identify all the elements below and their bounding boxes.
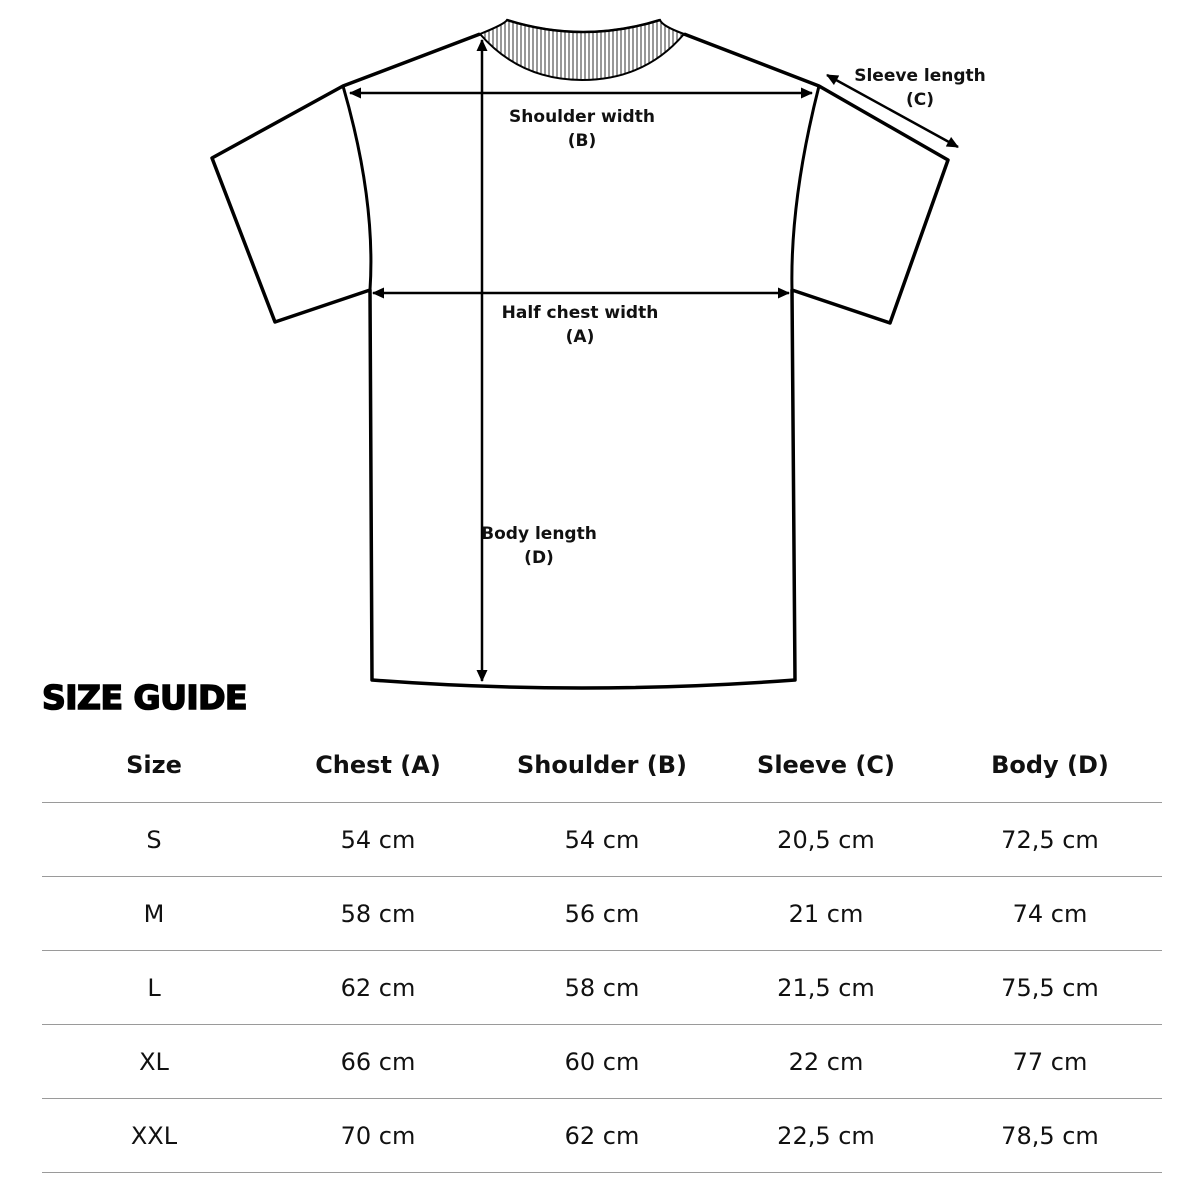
body-cell: 72,5 cm: [938, 803, 1162, 877]
chest-cell: 62 cm: [266, 951, 490, 1025]
body-length-label: Body length: [481, 524, 597, 544]
left-sleeve-seam: [343, 86, 371, 290]
body-length-code: (D): [524, 548, 554, 568]
shoulder-cell: 54 cm: [490, 803, 714, 877]
sleeve-cell: 22 cm: [714, 1025, 938, 1099]
shoulder-cell: 58 cm: [490, 951, 714, 1025]
size-cell: XXL: [42, 1099, 266, 1173]
table-header-row: [42, 728, 1162, 803]
size-cell: S: [42, 803, 266, 877]
half-chest-width-label: Half chest width: [501, 303, 659, 323]
column-header-chest: Chest (A): [266, 728, 490, 803]
shoulder-width-label: Shoulder width: [509, 107, 655, 127]
column-header-body: Body (D): [938, 728, 1162, 803]
body-cell: 74 cm: [938, 877, 1162, 951]
sleeve-length-label: Sleeve length: [854, 66, 986, 86]
column-header-shoulder: Shoulder (B): [490, 728, 714, 803]
size-cell: M: [42, 877, 266, 951]
body-cell: 78,5 cm: [938, 1099, 1162, 1173]
chest-cell: 66 cm: [266, 1025, 490, 1099]
chest-cell: 58 cm: [266, 877, 490, 951]
size-guide-title: SIZE GUIDE: [42, 678, 248, 717]
sleeve-cell: 22,5 cm: [714, 1099, 938, 1173]
shoulder-width-code: (B): [567, 131, 597, 151]
size-cell: L: [42, 951, 266, 1025]
chest-cell: 54 cm: [266, 803, 490, 877]
size-cell: XL: [42, 1025, 266, 1099]
shoulder-cell: 62 cm: [490, 1099, 714, 1173]
sleeve-cell: 21 cm: [714, 877, 938, 951]
column-header-sleeve: Sleeve (C): [714, 728, 938, 803]
shoulder-cell: 56 cm: [490, 877, 714, 951]
size-guide-table: [42, 728, 1162, 1173]
shoulder-cell: 60 cm: [490, 1025, 714, 1099]
table-row: [42, 1025, 1162, 1099]
table-row: [42, 877, 1162, 951]
table-row: [42, 951, 1162, 1025]
size-guide-table-container: [42, 728, 1162, 1173]
body-cell: 75,5 cm: [938, 951, 1162, 1025]
column-header-size: Size: [42, 728, 266, 803]
sleeve-length-code: (C): [905, 90, 935, 110]
body-cell: 77 cm: [938, 1025, 1162, 1099]
collar-rib: [480, 20, 684, 80]
sleeve-cell: 20,5 cm: [714, 803, 938, 877]
half-chest-width-code: (A): [565, 327, 595, 347]
table-row: [42, 1099, 1162, 1173]
right-sleeve-seam: [792, 86, 819, 290]
sleeve-cell: 21,5 cm: [714, 951, 938, 1025]
table-row: [42, 803, 1162, 877]
chest-cell: 70 cm: [266, 1099, 490, 1173]
